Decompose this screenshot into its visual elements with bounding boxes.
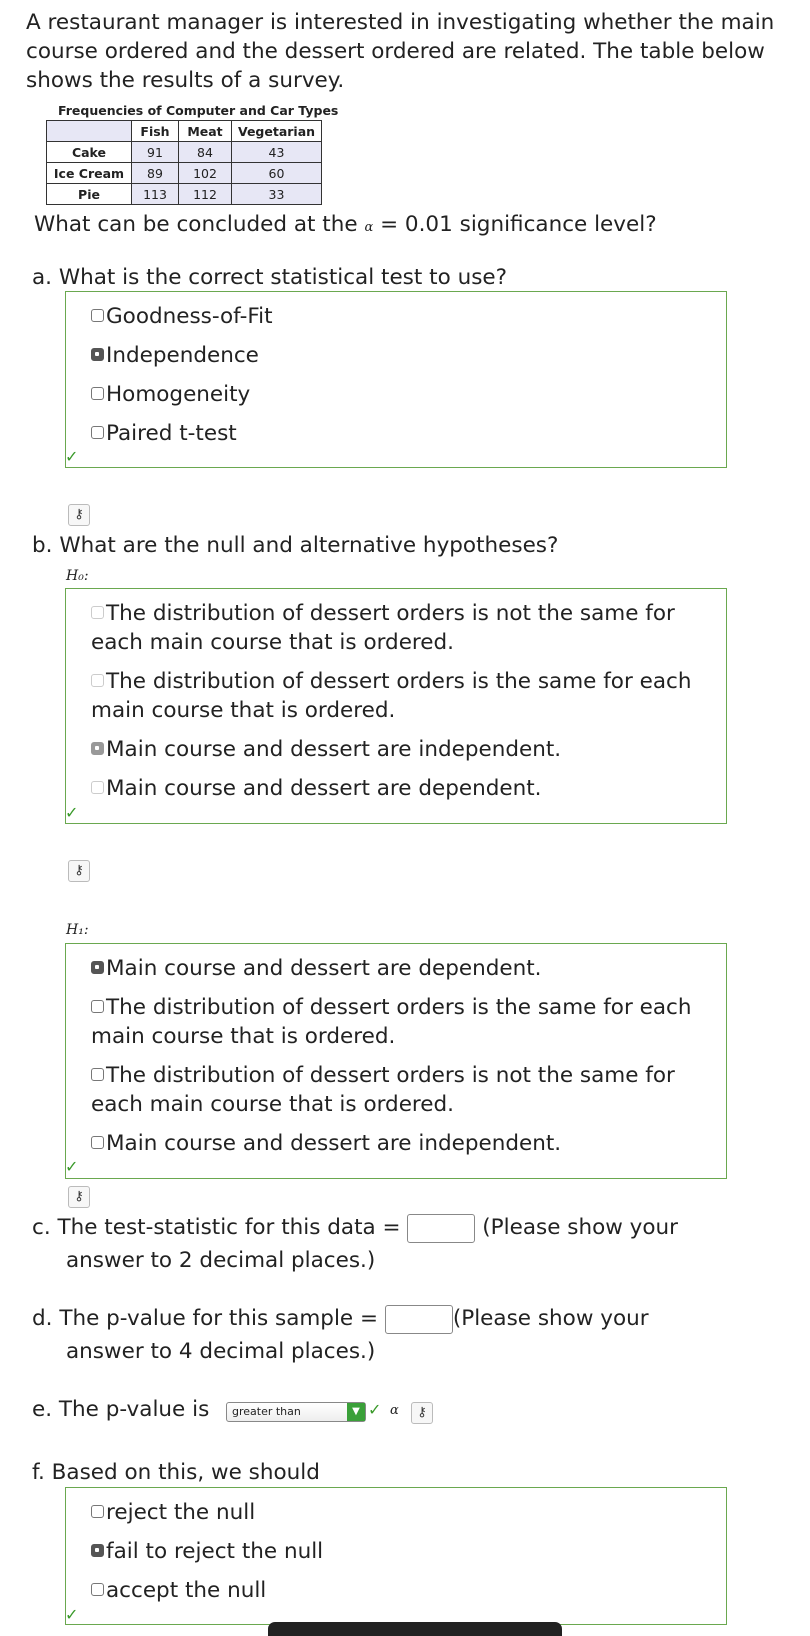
h1-option[interactable] [91, 1061, 711, 1119]
option-label: Homogeneity [106, 382, 251, 407]
part-a-option[interactable] [91, 302, 711, 331]
part-c-prefix: c. The test-statistic for this data = [32, 1215, 401, 1240]
option-label: Main course and dessert are independent. [106, 737, 562, 762]
col-header: Vegetarian [232, 121, 322, 142]
option-label: Main course and dessert are dependent. [106, 776, 542, 801]
part-f-option[interactable] [91, 1537, 711, 1566]
table-row [47, 163, 322, 184]
correct-check-icon: ✓ [65, 803, 79, 822]
dropdown-arrow-icon[interactable]: ▼ [347, 1403, 365, 1421]
h1-option[interactable] [91, 993, 711, 1051]
option-label: Main course and dessert are dependent. [106, 956, 542, 981]
key-icon[interactable]: ⚷ [411, 1402, 433, 1424]
part-f-answer-box [65, 1487, 727, 1625]
radio-button[interactable] [91, 606, 104, 619]
h0-option[interactable] [91, 667, 711, 725]
h1-option[interactable] [91, 1129, 711, 1158]
h0-option[interactable] [91, 599, 711, 657]
radio-button[interactable] [91, 1583, 104, 1596]
frequency-table [46, 120, 322, 205]
option-label: reject the null [106, 1500, 256, 1525]
part-a-answer-box [65, 291, 727, 468]
h0-option[interactable] [91, 735, 711, 764]
table-cell: 89 [132, 163, 179, 184]
part-b-question: b. What are the null and alternative hypotheses? [32, 533, 559, 558]
col-header: Fish [132, 121, 179, 142]
radio-button[interactable] [91, 1000, 104, 1013]
radio-button[interactable] [91, 309, 104, 322]
table-row [47, 184, 322, 205]
h1-answer-box [65, 943, 727, 1179]
correct-check-icon: ✓ [65, 447, 79, 466]
radio-button[interactable] [91, 781, 104, 794]
table-corner [47, 121, 132, 142]
row-label: Cake [47, 142, 132, 163]
table-cell: 102 [179, 163, 232, 184]
option-label: Independence [106, 343, 259, 368]
option-label: The distribution of dessert orders is not the same for each main course that is ordered. [91, 1063, 675, 1117]
part-d-prefix: d. The p-value for this sample = [32, 1306, 379, 1331]
h0-label: H₀: [66, 568, 89, 584]
part-d-note: answer to 4 decimal places.) [66, 1339, 376, 1364]
option-label: Goodness-of-Fit [106, 304, 273, 329]
alpha-symbol: α [390, 1403, 399, 1418]
table-cell: 43 [232, 142, 322, 163]
h0-answer-box [65, 588, 727, 824]
part-c-suffix: (Please show your [482, 1215, 679, 1240]
option-label: The distribution of dessert orders is the same for each main course that is ordered. [91, 995, 692, 1049]
dropdown-value: greater than [232, 1405, 301, 1418]
row-label: Pie [47, 184, 132, 205]
option-label: Paired t-test [106, 421, 237, 446]
part-a-option[interactable] [91, 341, 711, 370]
radio-button-selected[interactable] [91, 742, 104, 755]
table-caption: Frequencies of Computer and Car Types [58, 103, 339, 118]
correct-check-icon: ✓ [65, 1605, 79, 1624]
h1-label: H₁: [66, 922, 89, 938]
part-c-question [32, 1213, 772, 1243]
radio-button[interactable] [91, 1068, 104, 1081]
radio-button[interactable] [91, 387, 104, 400]
table-cell: 84 [179, 142, 232, 163]
correct-check-icon: ✓ [65, 1157, 79, 1176]
part-e-question: e. The p-value is [32, 1397, 210, 1422]
p-value-input[interactable] [385, 1305, 453, 1334]
part-f-option[interactable] [91, 1498, 711, 1527]
table-cell: 91 [132, 142, 179, 163]
part-d-suffix: (Please show your [452, 1306, 649, 1331]
table-cell: 60 [232, 163, 322, 184]
radio-button[interactable] [91, 674, 104, 687]
table-cell: 33 [232, 184, 322, 205]
row-label: Ice Cream [47, 163, 132, 184]
option-label: accept the null [106, 1578, 267, 1603]
part-c-note: answer to 2 decimal places.) [66, 1248, 376, 1273]
table-cell: 112 [179, 184, 232, 205]
alpha-symbol: α [364, 220, 374, 235]
problem-intro: A restaurant manager is interested in investigating whether the main course ordered and the dessert ordered are related. The table below shows the results of a survey. [26, 10, 775, 93]
key-icon[interactable]: ⚷ [68, 504, 90, 526]
option-label: The distribution of dessert orders is the same for each main course that is ordered. [91, 669, 692, 723]
radio-button[interactable] [91, 1505, 104, 1518]
col-header: Meat [179, 121, 232, 142]
bottom-scroll-handle[interactable] [268, 1622, 562, 1636]
significance-prefix: What can be concluded at the [34, 212, 358, 237]
option-label: fail to reject the null [106, 1539, 324, 1564]
h0-option[interactable] [91, 774, 711, 803]
table-row [47, 142, 322, 163]
radio-button[interactable] [91, 1136, 104, 1149]
part-a-question: a. What is the correct statistical test to use? [32, 265, 508, 290]
part-a-option[interactable] [91, 380, 711, 409]
radio-button-selected[interactable] [91, 348, 104, 361]
radio-button-selected[interactable] [91, 961, 104, 974]
part-d-question [32, 1304, 772, 1334]
option-label: The distribution of dessert orders is not the same for each main course that is ordered. [91, 601, 675, 655]
part-f-option[interactable] [91, 1576, 711, 1605]
h1-option[interactable] [91, 954, 711, 983]
part-a-option[interactable] [91, 419, 711, 448]
comparison-dropdown[interactable] [226, 1402, 366, 1422]
correct-check-icon: ✓ [368, 1400, 382, 1419]
significance-suffix: = 0.01 significance level? [380, 212, 657, 237]
test-statistic-input[interactable] [407, 1214, 475, 1243]
radio-button-selected[interactable] [91, 1544, 104, 1557]
key-icon[interactable]: ⚷ [68, 1186, 90, 1208]
table-cell: 113 [132, 184, 179, 205]
part-f-question: f. Based on this, we should [32, 1460, 320, 1485]
key-icon[interactable]: ⚷ [68, 860, 90, 882]
significance-question [34, 210, 657, 243]
option-label: Main course and dessert are independent. [106, 1131, 562, 1156]
radio-button[interactable] [91, 426, 104, 439]
